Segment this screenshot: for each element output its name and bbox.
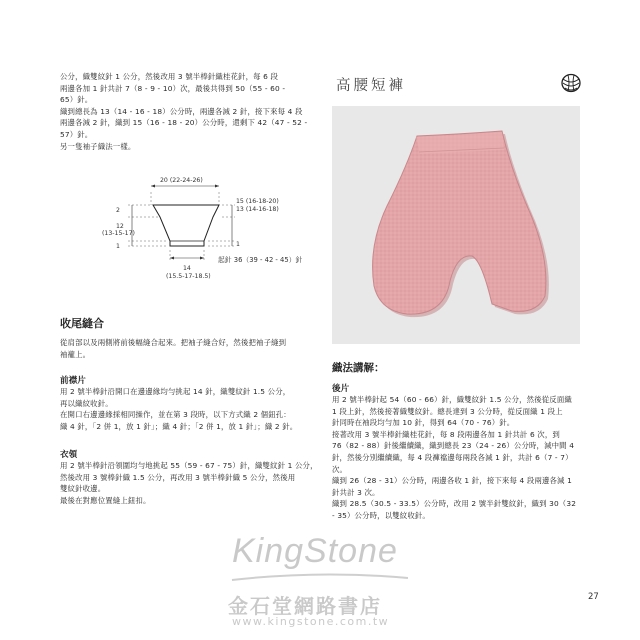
sleeve-schematic-diagram: [100, 172, 330, 292]
bottom-width-label: 14: [183, 265, 191, 272]
placket-heading: 前襟片: [60, 376, 86, 386]
text-line: 袖襱上。: [60, 349, 91, 359]
text-line: 織 4 針，「2 併 1，放 1 針」；織 4 針；「2 併 1，放 1 針」；織 2 針。: [60, 421, 298, 431]
arrowhead: [200, 257, 204, 260]
sleeve-outline: [153, 205, 219, 246]
collar-heading: 衣領: [60, 450, 78, 460]
text-line: 再以織紋收針。: [60, 398, 113, 408]
yarn-ball-icon: [558, 70, 584, 94]
page-number: 27: [588, 592, 599, 602]
text-line: 用 2 號半棒針沿開口在邊邊緣均勻挑起 14 針，織雙紋針 1.5 公分，: [60, 387, 291, 396]
watermark-swoosh: [230, 570, 410, 584]
arrowhead: [215, 185, 219, 188]
text-line: 用 2 號半棒針沿領圍均勻地挑起 55（59 - 67 - 75）針，織雙紋針 1 公分，: [60, 461, 318, 470]
text-line: 針，然後分別繼續織，每 4 段褲襠邊每兩段各減 1 針，共計 6（7 - 7）: [332, 452, 573, 462]
text-line: 織到 28.5（30.5 - 33.5）公分時，改用 2 號半針雙紋針，織到 30（32: [332, 499, 577, 509]
left-one-label: 1: [116, 243, 120, 250]
watermark-brand: KingStone: [232, 532, 398, 570]
finishing-heading: 收尾縫合: [60, 317, 104, 330]
pink-shorts-image: [332, 106, 580, 344]
finishing-paragraph: [60, 337, 286, 360]
text-line: 織到 26（28 - 31）公分時，兩邊各收 1 針，接下來每 4 段兩邊各減 1: [332, 476, 572, 486]
back-piece-heading: 後片: [332, 384, 350, 394]
text-line: 在開口右邊邊緣採相同操作，並在第 3 段時，以下方式織 2 個鈕孔：: [60, 410, 291, 420]
watermark-chinese: 金石堂網路書店: [228, 594, 382, 618]
explanation-heading: 織法講解：: [332, 362, 385, 374]
text-line: 另一隻袖子織法一樣。: [60, 141, 136, 151]
pattern-title: 高腰短褲: [336, 78, 406, 94]
intro-paragraph: [60, 71, 318, 152]
collar-paragraph: [60, 460, 318, 506]
text-line: 公分，織雙紋針 1 公分，然後改用 3 號半棒針織桂花針，每 6 段: [60, 72, 279, 81]
text-line: 65）針。: [60, 95, 93, 105]
text-line: 用 2 號半棒針起 54（60 - 66）針，織雙紋針 1.5 公分，然後從反面織: [332, 395, 572, 404]
product-photo: [332, 106, 580, 344]
text-line: 兩邊各減 2 針，織到 15（16 - 18 - 20）公分時，還剩下 42（47 - 52 -: [60, 118, 308, 128]
text-line: 雙紋針收邊。: [60, 484, 106, 494]
text-line: 針共計 3 次。: [332, 487, 380, 497]
left-twelve-label: 12: [116, 223, 124, 230]
right-lower-label: 13 (14-16-18): [236, 206, 279, 213]
right-upper-label: 15 (16-18-20): [236, 198, 279, 205]
text-line: 最後在對應位置縫上鈕扣。: [60, 495, 151, 505]
text-line: 針同時在袖段均勻加 10 針，得到 64（70 - 76）針。: [332, 418, 515, 428]
text-line: 從肩部以及兩側將前後幅縫合起來。把袖子縫合好，然後把袖子縫到: [60, 338, 287, 347]
text-line: 織到總長為 13（14 - 16 - 18）公分時，兩邊各減 2 針，接下來每 4 段: [60, 106, 303, 116]
watermark-url: www.kingstone.com.tw: [232, 615, 390, 628]
cast-on-label: 起針 36（39 - 42 - 45）針: [218, 256, 303, 264]
left-two-label: 2: [116, 207, 120, 214]
right-one-label: 1: [236, 241, 240, 248]
text-line: 1 段上針，然後接著織雙紋針。總長達到 3 公分時，從反面織 1 段上: [332, 406, 563, 416]
text-line: 76（82 - 88）針後繼續織，織到總長 23（24 - 26）公分時，減中間 4: [332, 441, 575, 451]
bottom-width-sub-label: (15.5-17-18.5): [166, 273, 211, 280]
text-line: 57）針。: [60, 129, 93, 139]
top-width-label: 20 (22-24-26): [160, 177, 203, 184]
left-twelve-sub-label: (13-15-17): [102, 230, 135, 237]
explanation-paragraph: [332, 394, 576, 522]
arrowhead: [151, 185, 155, 188]
placket-paragraph: [60, 386, 297, 432]
text-line: 次。: [332, 464, 348, 474]
arrowhead: [170, 257, 174, 260]
text-line: - 35）公分時，以雙紋收針。: [332, 510, 430, 520]
text-line: 接著改用 3 號半棒針織桂花針，每 8 段兩邊各加 1 針共計 6 次，到: [332, 429, 560, 439]
text-line: 然後改用 3 號棒針織 1.5 公分，再改用 3 號半棒針織 5 公分，然後用: [60, 472, 296, 482]
text-line: 兩邊各加 1 針共計 7（8 - 9 - 10）次，最後共得到 50（55 - 60 -: [60, 83, 286, 93]
